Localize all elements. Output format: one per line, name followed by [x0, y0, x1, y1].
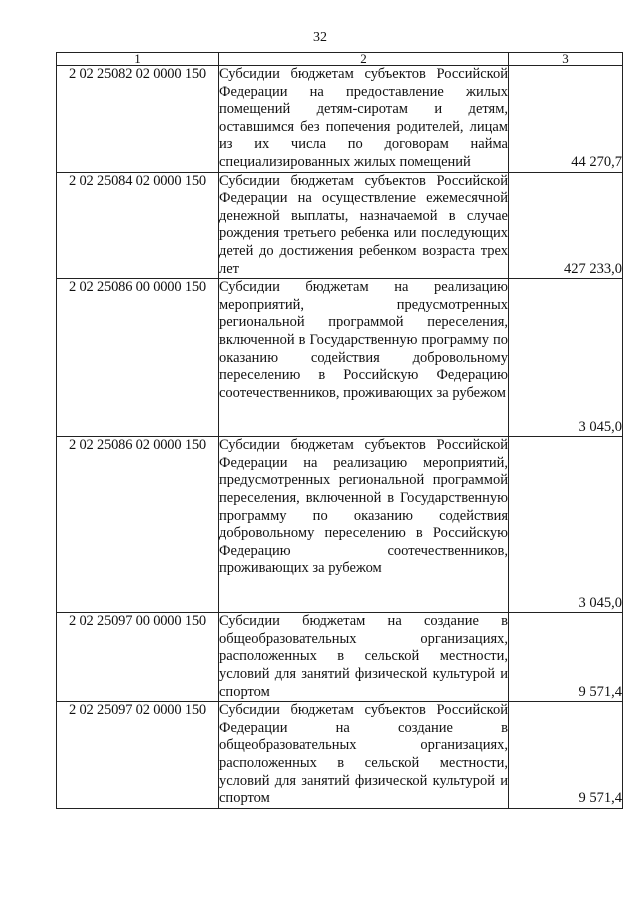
table-header-row: [57, 53, 623, 66]
row-description: Субсидии бюджетам субъектов Российской Федерации на реализацию мероприятий, предусмотренных региональной программой переселения, включенной в Государственную программу по оказанию содействия добровольному переселению в Российскую Федерацию соотечественников, проживающих за рубежом: [219, 437, 509, 613]
column-header-description: 2: [219, 53, 509, 66]
table-row: [57, 702, 623, 809]
table-row: [57, 613, 623, 702]
row-code: 2 02 25097 00 0000 150: [57, 613, 219, 702]
row-amount: 9 571,4: [509, 613, 623, 702]
row-description: Субсидии бюджетам субъектов Российской Федерации на создание в общеобразовательных организациях, расположенных в сельской местности, условий для занятий физической культурой и спортом: [219, 702, 509, 809]
row-amount: 3 045,0: [509, 279, 623, 437]
budget-revenue-table: [56, 52, 623, 809]
row-description: Субсидии бюджетам субъектов Российской Федерации на осуществление ежемесячной денежной выплаты, назначаемой в случае рождения третьего ребенка или последующих детей до достижения ребенком возраста трех лет: [219, 172, 509, 279]
row-description: Субсидии бюджетам на реализацию мероприятий, предусмотренных региональной программой переселения, включенной в Государственную программу по оказанию содействия добровольному переселению в Российскую Федерацию соотечественников, проживающих за рубежом: [219, 279, 509, 437]
page-number: 32: [313, 30, 327, 45]
row-amount: 3 045,0: [509, 437, 623, 613]
row-description: Субсидии бюджетам на создание в общеобразовательных организациях, расположенных в сельской местности, условий для занятий физической культурой и спортом: [219, 613, 509, 702]
table-row: [57, 437, 623, 613]
column-header-amount: 3: [509, 53, 623, 66]
row-amount: 9 571,4: [509, 702, 623, 809]
row-amount: 427 233,0: [509, 172, 623, 279]
row-amount: 44 270,7: [509, 66, 623, 173]
table-row: [57, 279, 623, 437]
table-row: [57, 66, 623, 173]
row-code: 2 02 25086 00 0000 150: [57, 279, 219, 437]
row-code: 2 02 25082 02 0000 150: [57, 66, 219, 173]
row-code: 2 02 25086 02 0000 150: [57, 437, 219, 613]
row-description: Субсидии бюджетам субъектов Российской Федерации на предоставление жилых помещений детям-сиротам и детям, оставшимся без попечения родителей, лицам из их числа по договорам найма специализированных жилых помещений: [219, 66, 509, 173]
row-code: 2 02 25084 02 0000 150: [57, 172, 219, 279]
column-header-code: 1: [57, 53, 219, 66]
row-code: 2 02 25097 02 0000 150: [57, 702, 219, 809]
table-row: [57, 172, 623, 279]
